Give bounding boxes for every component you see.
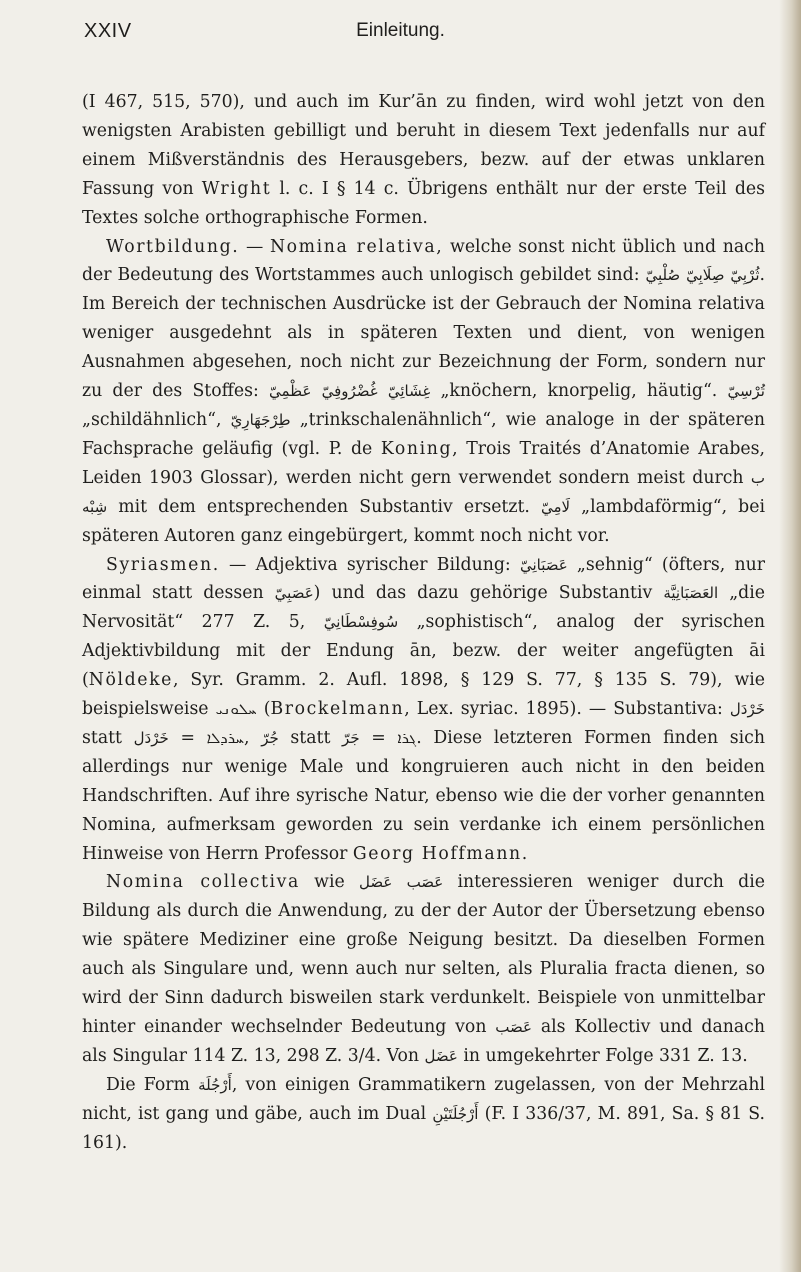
arabic-word: خَرْدَل [729, 700, 765, 719]
arabic-word: ܚܠܘܢܝ [215, 700, 257, 719]
spaced-term: Nomina relativa, [269, 236, 444, 257]
arabic-word: جَرّ [342, 728, 360, 747]
text-run: „trinkschalenähnlich“, wie analoge in der späteren Fachsprache geläufig (vgl. P. de [82, 409, 765, 459]
arabic-word: صِلَابِيّ [686, 266, 725, 285]
text-run: statt [82, 727, 134, 748]
text-run: interessieren weniger durch die Bildung als durch die Anwendung, zu der der Autor der Übersetzung ebenso wie spätere Mediziner eine große Neigung besitzt. Da dieselben Formen auch als Singulare und, wenn auch nur selten, als Pluralia fracta dienen, so wird der Sinn dadurch bisweilen stark verdunkelt. Beispiele von unmittelbar hinter einander wechselnder Bedeutung von [82, 872, 765, 1037]
text-run: „knöchern, knorpelig, häutig“. [430, 381, 728, 402]
text-run: , Syr. Gramm. 2. Aufl. 1898, § 129 S. 77, § 135 S. 79), wie beispielsweise [82, 670, 765, 720]
text-run: . Im Bereich der technischen Ausdrücke ist der Gebrauch der Nomina relativa weniger ausgedehnt als in späteren Texten und dient, von wenigen Ausnahmen abgesehen, noch nicht zur Bezeichnung der Form, sondern nur zu der des Stoffes: [82, 265, 765, 402]
arabic-word: عَصَبِيّ [274, 584, 314, 603]
arabic-word: أَرْجُلَتَيْنِ [432, 1104, 479, 1123]
paragraph-wortbildung [82, 233, 765, 551]
text-run: „schildähnlich“, [82, 409, 231, 430]
arabic-word: عَصَبَانِيّ [519, 555, 568, 574]
page-number: XXIV [84, 20, 132, 42]
spaced-term: Wright [201, 178, 272, 199]
text-run: , von einigen Grammatikern zugelassen, von der Mehrzahl nicht, ist gang und gäbe, auch im Dual [82, 1074, 765, 1124]
text-run: . [521, 843, 528, 864]
running-title: Einleitung. [356, 20, 445, 41]
text-run: = [168, 727, 207, 748]
text-run: in umgekehrter Folge 331 Z. 13. [457, 1045, 748, 1066]
arabic-word: ب [750, 468, 765, 487]
paragraph-nomina-collectiva [82, 868, 765, 1070]
text-run: — Adjektiva syrischer Bildung: [219, 554, 520, 575]
arabic-word: سُوفِسْطَانِيّ [323, 613, 399, 632]
arabic-word: عَصَب [406, 873, 444, 892]
arabic-word: غُضْرُوفِيّ [321, 382, 378, 401]
arabic-word: عَصَب [495, 1018, 532, 1036]
spaced-term: Nöldeke [88, 670, 173, 691]
text-run: „sehnig“ (öfters, nur einmal statt dessen [82, 554, 765, 604]
text-run: , Lex. syriac. 1895). — Substantiva: [404, 699, 730, 720]
paragraph-continuation [82, 88, 765, 233]
text-run: (F. I 336/37, M. 891, Sa. § 81 S. 161). [82, 1103, 766, 1153]
arabic-word: ثُرْبِيّ [730, 266, 760, 285]
arabic-word: ܓܪܐ [397, 728, 417, 747]
text-run: als Kollectiv und danach als Singular 114 Z. 13, 298 Z. 3/4. Von [82, 1017, 765, 1066]
arabic-word: ܚܪܕܠܐ [206, 728, 245, 747]
text-run: (I 467, 515, 570), und auch im Kur’ān zu finden, wird wohl jetzt von den wenigsten Arabisten gebilligt und beruht in diesem Text jedenfalls nur auf einem Mißverständnis des Herausgebers, bezw. auf der etwas unklaren Fassung von [82, 92, 765, 199]
arabic-word: جُرّ [261, 728, 279, 747]
running-head [0, 8, 801, 58]
paragraph-form-arjula [82, 1071, 765, 1158]
body-text [82, 88, 765, 1158]
arabic-word: أَرْجُلَة [198, 1075, 232, 1094]
arabic-word: صُلْبِيّ [645, 266, 681, 285]
text-run: welche sonst nicht üblich und nach der Bedeutung des Wortstammes auch unlogisch gebildet sind: [82, 236, 765, 286]
text-run: l. c. I § 14 c. Übrigens enthält nur der erste Teil des Textes solche orthographische Formen. [82, 178, 765, 228]
text-run [392, 872, 406, 892]
arabic-word: تُرْسِيّ [727, 382, 765, 401]
spaced-term: Nomina collectiva [106, 872, 300, 893]
text-run: . Diese letzteren Formen finden sich allerdings nur wenige Male und kongruieren auch nicht in den beiden Handschriften. Auf ihre syrische Natur, ebenso wie die der vorher genannten Nomina, aufmerksam geworden zu sein verdanke ich einem persönlichen Hinweise von Herrn Professor [82, 727, 765, 864]
text-run: — [239, 236, 270, 257]
text-run: wie [299, 872, 359, 893]
text-run: Die Form [106, 1074, 199, 1095]
paragraph-syriasmen [82, 551, 765, 869]
arabic-word: شِبْه [82, 497, 108, 516]
text-run: ( [256, 699, 271, 720]
arabic-word: العَصَبَانِيَّة [663, 584, 719, 603]
spaced-term: Wortbildung. [106, 236, 240, 257]
arabic-word: خَرْدَل [133, 728, 169, 747]
text-run: statt [278, 727, 343, 748]
text-run: = [359, 727, 398, 748]
text-run: „die Nervosität“ 277 Z. 5, [82, 583, 765, 633]
arabic-word: عَظْمِيّ [269, 382, 312, 401]
text-run: , Trois Traités d’Anatomie Arabes, Leiden 1903 Glossar), werden nicht gern verwendet sondern meist durch [82, 438, 765, 488]
text-run: , [244, 727, 262, 748]
arabic-word: طِرْجَهَارِيّ [230, 410, 291, 429]
text-run: mit dem entsprechenden Substantiv ersetzt. [107, 496, 541, 517]
spaced-term: Syriasmen. [106, 554, 220, 575]
text-run [311, 381, 321, 401]
arabic-word: عَضَل [358, 873, 393, 892]
text-run: „lambdaförmig“, bei späteren Autoren ganz eingebürgert, kommt noch nicht vor. [82, 496, 765, 546]
arabic-word: لَامِيّ [540, 497, 571, 516]
spaced-term: Brockelmann [270, 699, 405, 720]
text-run: ) und das dazu gehörige Substantiv [313, 583, 664, 604]
arabic-word: عَضَل [424, 1046, 458, 1065]
arabic-word: غِشَائِيّ [387, 382, 431, 401]
spaced-term: Georg Hoffmann [352, 843, 522, 864]
page-edge-shadow [779, 0, 801, 1272]
spaced-term: Koning [380, 438, 453, 459]
text-run [378, 381, 388, 401]
text-run: „sophistisch“, analog der syrischen Adjektivbildung mit der Endung ān, bezw. der weiter angefügten āi ( [82, 612, 766, 691]
